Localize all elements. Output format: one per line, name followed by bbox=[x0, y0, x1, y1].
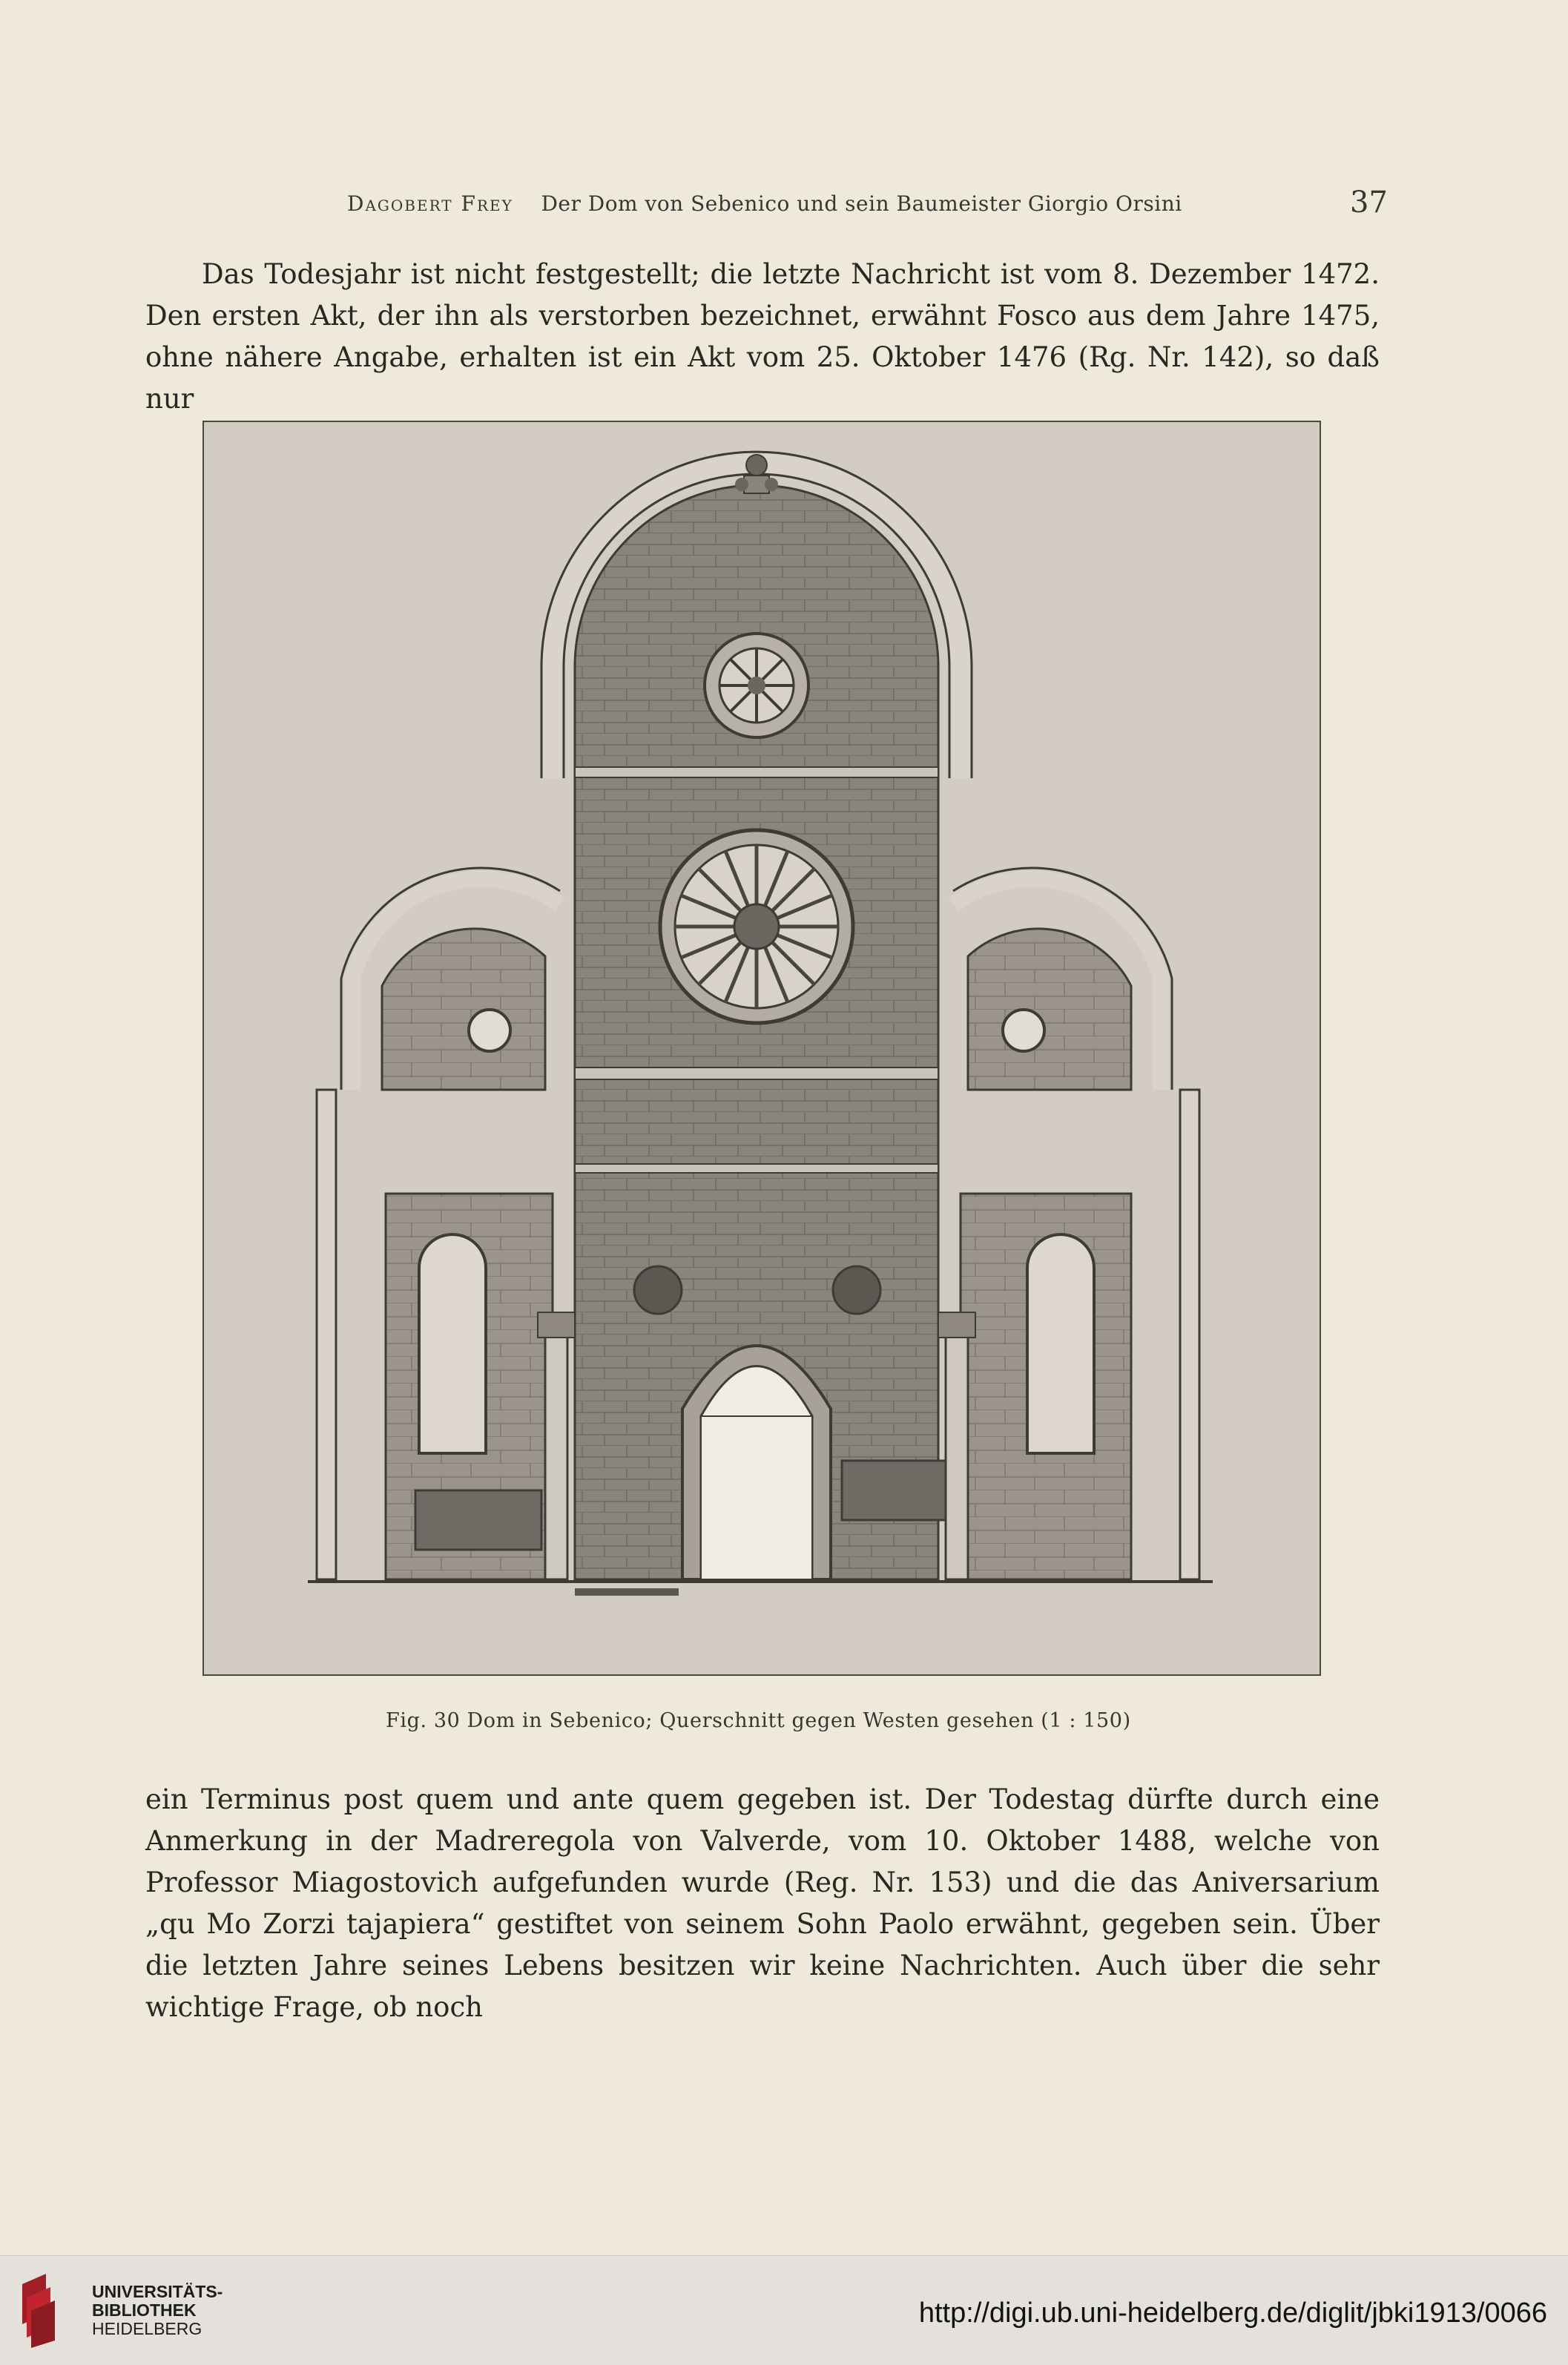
running-head-author: Dagobert Frey bbox=[347, 191, 513, 216]
cathedral-cross-section-figure bbox=[202, 421, 1321, 1676]
body-paragraph-bottom: ein Terminus post quem und ante quem gegeben ist. Der Todestag dürfte durch eine Anmerkung in der Madreregola von Valverde, vom 10. Oktober 1488, welche von Professor Miagostovich aufgefunden wurde (Reg. Nr. 153) und die das Aniversarium „qu Mo Zorzi tajapiera“ gestiftet von seinem Sohn Paolo erwähnt, gegeben sein. Über die letzten Jahre seines Lebens besitzen wir keine Nachrichten. Auch über die sehr wichtige Frage, ob noch bbox=[145, 1783, 1380, 2023]
cathedral-drawing bbox=[204, 422, 1320, 1674]
logo-line-1: UNIVERSITÄTS- bbox=[92, 2282, 223, 2301]
logo-line-2: BIBLIOTHEK bbox=[92, 2300, 197, 2320]
running-head bbox=[347, 191, 1386, 216]
library-footer bbox=[0, 2255, 1568, 2365]
logo-line-3: HEIDELBERG bbox=[92, 2319, 202, 2338]
library-logo-text bbox=[92, 2283, 223, 2338]
running-head-title: Der Dom von Sebenico und sein Baumeister Giorgio Orsini bbox=[541, 191, 1182, 216]
page-number: 37 bbox=[1350, 185, 1388, 220]
body-paragraph-top: Das Todesjahr ist nicht festgestellt; die letzte Nachricht ist vom 8. Dezember 1472. Den ersten Akt, der ihn als verstorben bezeichnet, erwähnt Fosco aus dem Jahre 1475, ohne nähere Angabe, erhalten ist ein Akt vom 25. Oktober 1476 (Rg. Nr. 142), so daß nur bbox=[145, 258, 1380, 415]
main-rose-window bbox=[660, 830, 853, 1023]
upper-rose-window bbox=[705, 634, 808, 737]
figure-caption: Fig. 30 Dom in Sebenico; Querschnitt gegen Westen gesehen (1 : 150) bbox=[386, 1709, 1131, 1732]
library-logo-icon bbox=[16, 2272, 76, 2349]
main-portal bbox=[682, 1346, 831, 1579]
source-url-link[interactable]: http://digi.ub.uni-heidelberg.de/diglit/jbki1913/0066 bbox=[918, 2297, 1547, 2329]
